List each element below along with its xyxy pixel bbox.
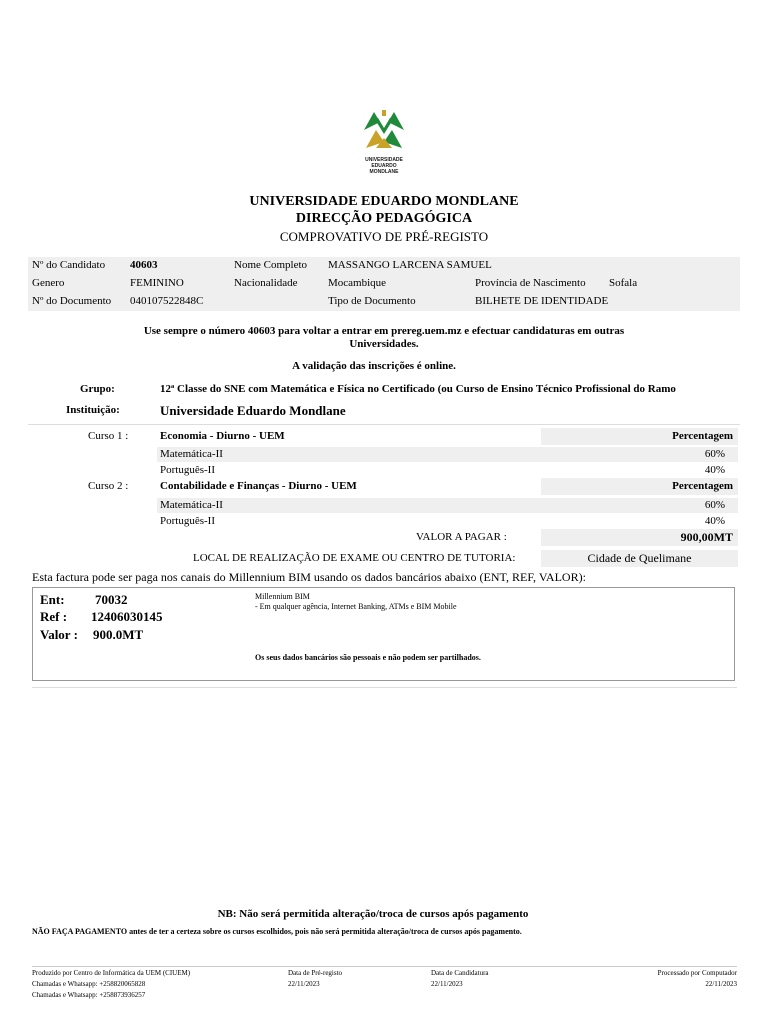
- birth-province-label: Província de Nascimento: [475, 277, 586, 289]
- department-title: DIRECÇÃO PEDAGÓGICA: [295, 211, 473, 226]
- candidatura-date-label: Data de Candidatura: [431, 969, 489, 977]
- university-title: UNIVERSIDADE EDUARDO MONDLANE: [249, 194, 519, 209]
- document-number-label: Nº do Documento: [32, 295, 112, 307]
- group-value: 12ª Classe do SNE com Matemática e Física no Certificado (ou Curso de Ensino Técnico Profissional do Ramo: [160, 383, 676, 395]
- document-type-label: Tipo de Documento: [328, 295, 416, 307]
- full-name: MASSANGO LARCENA SAMUEL: [328, 259, 492, 271]
- course-1-subject-1: Matemática-II: [160, 448, 223, 460]
- reference-value: 12406030145: [91, 609, 163, 624]
- bank-privacy-note: Os seus dados bancários são pessoais e não podem ser partilhados.: [255, 653, 481, 662]
- amount-label: VALOR A PAGAR :: [416, 531, 507, 543]
- logo-emblem-icon: [356, 108, 412, 152]
- payment-box-separator: [32, 687, 737, 688]
- nb-notice: NB: Não será permitida alteração/troca de cursos após pagamento: [217, 908, 529, 920]
- course-2-subject-2: Português-II: [160, 515, 215, 527]
- footer-divider: [32, 966, 737, 967]
- course-2-subject-1-pct: 60%: [704, 499, 725, 511]
- processed-date: 22/11/2023: [705, 980, 737, 988]
- university-logo: [356, 108, 412, 178]
- nationality-label: Nacionalidade: [234, 277, 298, 289]
- course-1-label: Curso 1 :: [88, 430, 129, 442]
- footer-candidatura: [431, 968, 489, 990]
- group-label: Grupo:: [80, 383, 115, 395]
- exam-location-label: LOCAL DE REALIZAÇÃO DE EXAME OU CENTRO DE TUTORIA:: [193, 552, 516, 564]
- course-1-name: Economia - Diurno - UEM: [160, 430, 285, 442]
- payment-warning: NÃO FAÇA PAGAMENTO antes de ter a certeza sobre os cursos escolhidos, pois não será permitida alteração/troca de cursos após pagamento.: [32, 927, 522, 936]
- logo-text-line: UNIVERSIDADE: [365, 157, 403, 163]
- gender: FEMININO: [130, 277, 184, 289]
- course-1-subject-2: Português-II: [160, 464, 215, 476]
- entity-label: Ent:: [40, 592, 65, 607]
- notice-line-1: Use sempre o número 40603 para voltar a entrar em prereg.uem.mz e efectuar candidaturas em outras: [143, 325, 625, 337]
- institution-label: Instituição:: [66, 404, 120, 416]
- footer-processed: [600, 968, 737, 990]
- document-number: 040107522848C: [130, 295, 204, 307]
- reference-label: Ref :: [40, 609, 68, 624]
- prereg-date-label: Data de Pré-registo: [288, 969, 343, 977]
- footer-producer: [32, 968, 190, 1001]
- course-2-pct-header: Percentagem: [672, 480, 733, 492]
- notice-line-2: Universidades.: [349, 338, 419, 350]
- document-type: BILHETE DE IDENTIDADE: [475, 295, 609, 307]
- bank-name: Millennium BIM: [255, 592, 310, 601]
- course-2-name: Contabilidade e Finanças - Diurno - UEM: [160, 480, 357, 492]
- payment-value-label: Valor :: [40, 627, 78, 642]
- course-1-subject-2-pct: 40%: [704, 464, 725, 476]
- entity-value: 70032: [95, 592, 128, 607]
- candidate-number-label: Nº do Candidato: [32, 259, 106, 271]
- course-2-label: Curso 2 :: [88, 480, 129, 492]
- validation-notice: A validação das inscrições é online.: [292, 360, 456, 372]
- phone-2: Chamadas e Whatsapp: +258873936257: [32, 991, 146, 999]
- notice-text: [0, 325, 768, 351]
- gender-label: Genero: [32, 277, 65, 289]
- full-name-label: Nome Completo: [234, 259, 308, 271]
- bank-channels: - Em qualquer agência, Internet Banking, ATMs e BIM Mobile: [255, 602, 457, 611]
- producer-text: Produzido por Centro de Informática da UEM (CIUEM): [32, 969, 191, 977]
- course-1-pct-header: Percentagem: [672, 430, 733, 442]
- logo-text-line: EDUARDO: [371, 163, 397, 169]
- exam-location-value: Cidade de Quelimane: [587, 551, 692, 565]
- course-2-subject-1: Matemática-II: [160, 499, 223, 511]
- nationality: Mocambique: [328, 277, 387, 289]
- document-title: COMPROVATIVO DE PRÉ-REGISTO: [279, 229, 489, 244]
- institution-value: Universidade Eduardo Mondlane: [160, 403, 346, 418]
- phone-1: Chamadas e Whatsapp: +258820065828: [32, 980, 146, 988]
- bim-intro: Esta factura pode ser paga nos canais do Millennium BIM usando os dados bancários abaixo (ENT, REF, VALOR):: [32, 570, 586, 584]
- payment-value: 900.0MT: [93, 627, 144, 642]
- course-1-subject-1-pct: 60%: [704, 448, 725, 460]
- candidate-number: 40603: [130, 259, 158, 271]
- candidatura-date: 22/11/2023: [431, 980, 463, 988]
- footer-prereg: [288, 968, 342, 990]
- amount-value: 900,00MT: [680, 530, 733, 544]
- courses-separator: [28, 424, 740, 425]
- course-2-subject-2-pct: 40%: [704, 515, 725, 527]
- processed-label: Processado por Computador: [657, 969, 737, 977]
- prereg-date: 22/11/2023: [288, 980, 320, 988]
- birth-province: Sofala: [609, 277, 638, 289]
- logo-text-line: MONDLANE: [369, 169, 399, 175]
